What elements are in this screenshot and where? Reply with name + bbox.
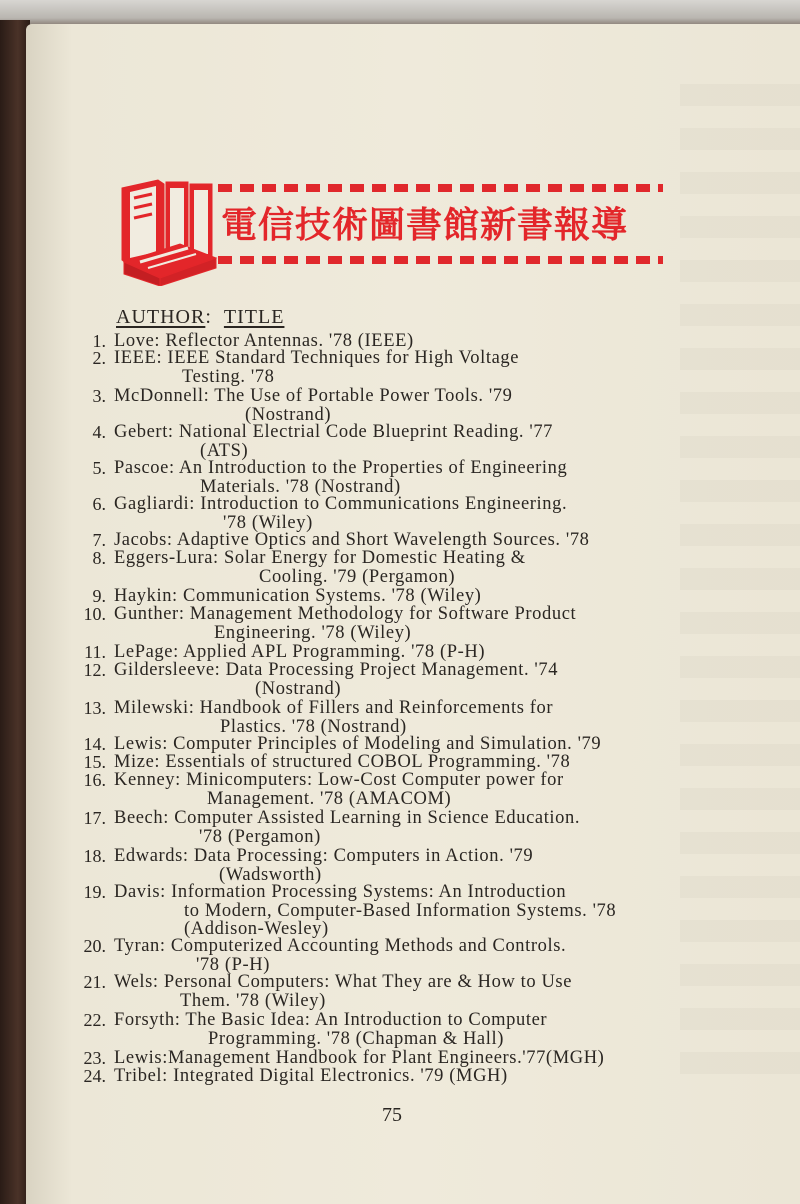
entry-number: 8. [92, 548, 106, 568]
entry-continuation: '78 (Wiley) [223, 512, 313, 533]
page-number: 75 [382, 1104, 402, 1126]
title-heading: TITLE [223, 306, 285, 328]
entry-text: McDonnell: The Use of Portable Power Tools. '79 [114, 386, 513, 406]
entry-number: 16. [83, 770, 106, 790]
entry-number: 6. [92, 494, 106, 514]
entry-continuation: '78 (P-H) [196, 954, 270, 975]
entry-text: Kenney: Minicomputers: Low-Cost Computer power for [114, 770, 564, 790]
header-title: 電信技術圖書館新書報導 [221, 205, 629, 246]
entry-text: Gagliardi: Introduction to Communications Engineering. [114, 494, 568, 514]
column-heading [116, 306, 284, 330]
entry-number: 23. [83, 1048, 106, 1068]
entry-text: Eggers-Lura: Solar Energy for Domestic Heating & [114, 548, 526, 568]
entry-text: Milewski: Handbook of Fillers and Reinforcements for [114, 698, 554, 718]
entry-text: Davis: Information Processing Systems: An Introduction [114, 882, 567, 902]
entry-continuation: Them. '78 (Wiley) [180, 990, 326, 1011]
entry-number: 11. [84, 642, 106, 662]
entry-number: 3. [92, 386, 106, 406]
bleed-through-text [680, 84, 800, 1084]
entry-number: 14. [83, 734, 106, 754]
entry-number: 22. [83, 1010, 106, 1030]
entry-number: 13. [83, 698, 106, 718]
entry-number: 12. [83, 660, 106, 680]
entry-text: Love: Reflector Antennas. '78 (IEEE) [114, 331, 414, 351]
entry-number: 4. [92, 422, 106, 442]
entry-continuation: (Wadsworth) [219, 864, 322, 885]
entry-number: 21. [83, 972, 106, 992]
entry-number: 20. [83, 936, 106, 956]
entry-text: Tribel: Integrated Digital Electronics. '79 (MGH) [114, 1066, 508, 1086]
dashed-border-top [218, 184, 663, 192]
entry-number: 19. [83, 882, 106, 902]
entry-text: Tyran: Computerized Accounting Methods and Controls. [114, 936, 567, 956]
entry-number: 15. [83, 752, 106, 772]
author-heading: AUTHOR [116, 306, 206, 328]
entry-continuation: Materials. '78 (Nostrand) [200, 476, 401, 497]
entry-continuation: Testing. '78 [182, 366, 275, 387]
dashed-border-bottom [218, 256, 663, 264]
entry-text: Beech: Computer Assisted Learning in Science Education. [114, 808, 581, 828]
entry-text: Pascoe: An Introduction to the Properties of Engineering [114, 458, 568, 478]
entry-text: Gebert: National Electrial Code Blueprint Reading. '77 [114, 422, 554, 442]
library-header-banner [118, 178, 663, 286]
entry-number: 1. [92, 331, 106, 351]
entry-text: Lewis: Computer Principles of Modeling and Simulation. '79 [114, 734, 602, 754]
entry-number: 5. [92, 458, 106, 478]
entry-continuation: Plastics. '78 (Nostrand) [220, 716, 407, 737]
entry-text: Edwards: Data Processing: Computers in Action. '79 [114, 846, 534, 866]
heading-separator: : [205, 306, 212, 328]
entry-text: Lewis:Management Handbook for Plant Engineers.'77(MGH) [114, 1048, 605, 1068]
entry-continuation: (ATS) [200, 440, 249, 461]
entry-continuation: (Nostrand) [255, 678, 342, 699]
entry-number: 9. [92, 586, 106, 606]
entry-text: Haykin: Communication Systems. '78 (Wiley) [114, 586, 482, 606]
entry-continuation: Management. '78 (AMACOM) [207, 788, 452, 809]
entry-continuation: Programming. '78 (Chapman & Hall) [208, 1028, 504, 1049]
entry-text: Gildersleeve: Data Processing Project Management. '74 [114, 660, 559, 680]
entry-continuation: to Modern, Computer-Based Information Systems. '78 [184, 900, 617, 921]
entry-text: Wels: Personal Computers: What They are & How to Use [114, 972, 573, 992]
entry-text: Forsyth: The Basic Idea: An Introduction to Computer [114, 1010, 548, 1030]
books-stack-logo-icon [118, 178, 218, 286]
entry-continuation: Cooling. '79 (Pergamon) [259, 566, 456, 587]
entry-number: 10. [83, 604, 106, 624]
entry-text: Gunther: Management Methodology for Software Product [114, 604, 577, 624]
entry-continuation: '78 (Pergamon) [199, 826, 321, 847]
entry-number: 7. [92, 530, 106, 550]
entry-text: Mize: Essentials of structured COBOL Programming. '78 [114, 752, 571, 772]
entry-text: Jacobs: Adaptive Optics and Short Wavelength Sources. '78 [114, 530, 590, 550]
entry-text: IEEE: IEEE Standard Techniques for High Voltage [114, 348, 520, 368]
entry-continuation: (Nostrand) [245, 404, 332, 425]
entry-number: 17. [83, 808, 106, 828]
entry-number: 2. [92, 348, 106, 368]
entry-number: 24. [83, 1066, 106, 1086]
entry-number: 18. [83, 846, 106, 866]
entry-continuation: Engineering. '78 (Wiley) [214, 622, 412, 643]
entry-continuation: (Addison-Wesley) [184, 919, 329, 939]
entry-text: LePage: Applied APL Programming. '78 (P-H) [114, 642, 486, 662]
